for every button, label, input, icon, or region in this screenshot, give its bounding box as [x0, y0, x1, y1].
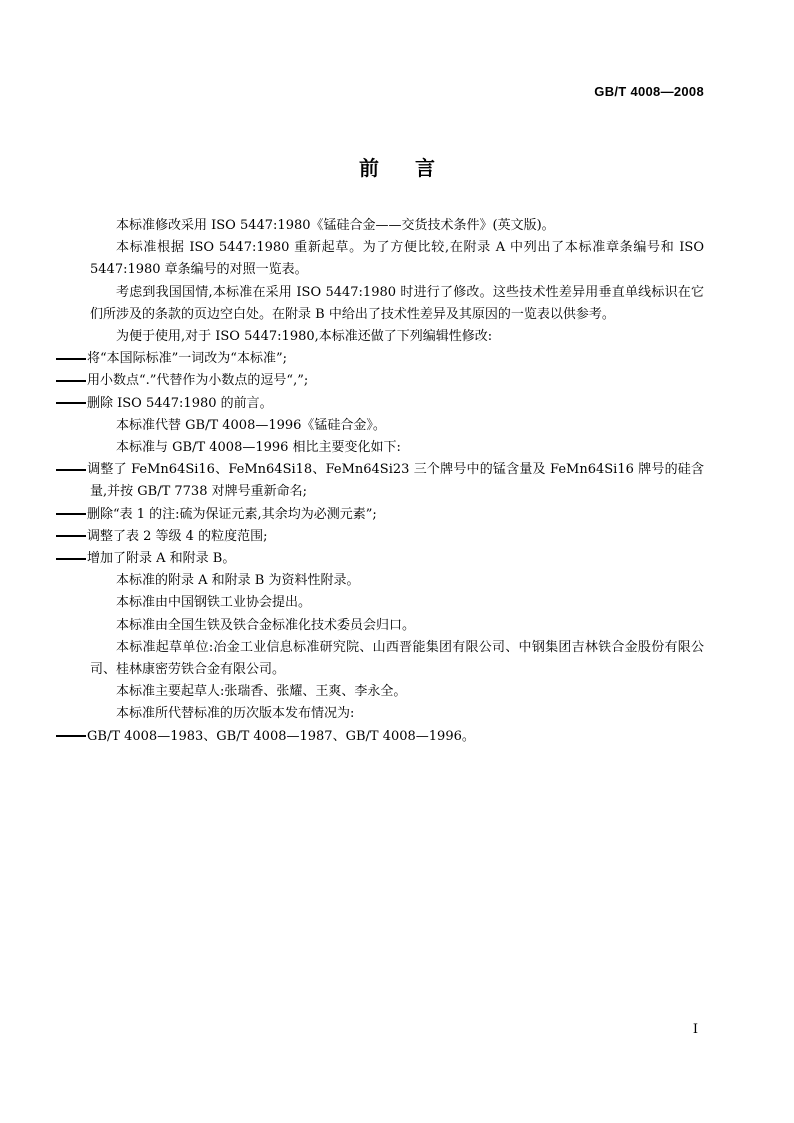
list-item — [87, 526, 704, 548]
list-item-text: 将“本国际标准”一词改为“本标准”; — [87, 351, 287, 367]
paragraph: 本标准修改采用 ISO 5447:1980《锰硅合金——交货技术条件》(英文版)。 — [116, 218, 555, 233]
list-item — [87, 348, 704, 370]
list-item-text: 调整了表 2 等级 4 的粒度范围; — [87, 528, 268, 544]
list-item — [87, 548, 704, 570]
dash-mark — [56, 535, 86, 537]
list-item — [87, 459, 704, 503]
list-item — [87, 370, 704, 392]
page-title: 前言 — [359, 156, 471, 180]
list-item-text: 用小数点“.”代替作为小数点的逗号“,”; — [87, 373, 309, 389]
paragraph: 考虑到我国国情,本标准在采用 ISO 5447:1980 时进行了修改。这些技术性差异用垂直单线标识在它们所涉及的条款的页边空白处。在附录 B 中给出了技术性差异及其原因的一览表以供参考。 — [90, 284, 704, 322]
paragraph: 本标准由中国钢铁工业协会提出。 — [116, 595, 312, 611]
dash-mark — [56, 380, 86, 382]
dash-mark — [56, 469, 86, 471]
dash-mark — [56, 558, 86, 560]
list-item — [87, 726, 704, 748]
paragraph: 本标准的附录 A 和附录 B 为资料性附录。 — [116, 573, 360, 589]
list-item-text: 删除 ISO 5447:1980 的前言。 — [87, 395, 273, 411]
page-number: I — [692, 1022, 698, 1037]
dash-mark — [56, 513, 86, 515]
paragraph: 为便于使用,对于 ISO 5447:1980,本标准还做了下列编辑性修改: — [116, 329, 493, 345]
paragraph: 本标准代替 GB/T 4008—1996《锰硅合金》。 — [116, 417, 386, 433]
dash-mark — [56, 735, 86, 737]
list-item — [87, 393, 704, 415]
list-item-text: 调整了 FeMn64Si16、FeMn64Si18、FeMn64Si23 三个牌号中的锰含量及 FeMn64Si16 牌号的硅含量,并按 GB/T 7738 对牌号重新命名; — [87, 462, 704, 500]
dash-mark — [56, 358, 86, 360]
paragraph: 本标准主要起草人:张瑞香、张耀、王爽、李永全。 — [116, 684, 407, 700]
paragraph: 本标准起草单位:冶金工业信息标准研究院、山西晋能集团有限公司、中钢集团吉林铁合金股份有限公司、桂林康密劳铁合金有限公司。 — [90, 639, 704, 678]
standard-code: GB/T 4008—2008 — [594, 84, 704, 99]
paragraph: 本标准与 GB/T 4008—1996 相比主要变化如下: — [116, 440, 401, 456]
list-item-text: GB/T 4008—1983、GB/T 4008—1987、GB/T 4008—1996。 — [87, 728, 475, 744]
paragraph: 本标准根据 ISO 5447:1980 重新起草。为了方便比较,在附录 A 中列出了本标准章条编号和 ISO 5447:1980 章条编号的对照一览表。 — [90, 240, 704, 278]
paragraph: 本标准由全国生铁及铁合金标准化技术委员会归口。 — [116, 617, 416, 633]
dash-mark — [56, 402, 86, 404]
list-item-text: 增加了附录 A 和附录 B。 — [87, 551, 236, 567]
paragraph: 本标准所代替标准的历次版本发布情况为: — [116, 706, 355, 722]
list-item-text: 删除“表 1 的注:硫为保证元素,其余均为必测元素”; — [87, 506, 377, 522]
list-item — [87, 504, 704, 526]
foreword-body — [87, 215, 704, 748]
